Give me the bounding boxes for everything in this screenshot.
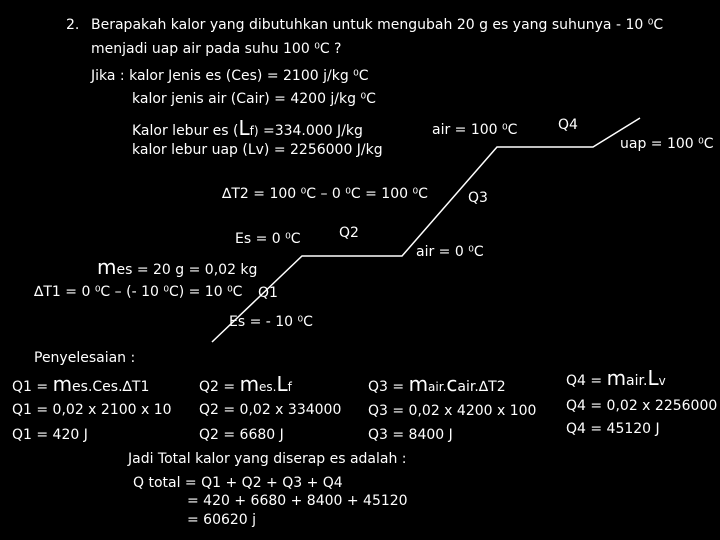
label-mass-ice: mes = 20 g = 0,02 kg: [97, 255, 258, 279]
total-substitution: = 420 + 6680 + 8400 + 45120: [187, 493, 408, 509]
q4-result: Q4 = 45120 J: [566, 421, 660, 437]
label-ice-minus-10: Es = - 10 ⁰C: [229, 314, 313, 330]
given-latent-heat-vaporization: kalor lebur uap (Lv) = 2256000 J/kg: [132, 142, 383, 158]
label-delta-t1: ∆T1 = 0 ⁰C – (- 10 ⁰C) = 10 ⁰C: [34, 284, 243, 300]
total-equation: Q total = Q1 + Q2 + Q3 + Q4: [133, 475, 343, 491]
given-specific-heat-ice: Jika : kalor Jenis es (Ces) = 2100 j/kg ⁰C: [91, 68, 369, 84]
problem-question-line-2: menjadi uap air pada suhu 100 ⁰C ?: [91, 41, 342, 57]
label-q4: Q4: [558, 117, 578, 133]
given-latent-heat-fusion: Kalor lebur es (Lf) =334.000 J/kg: [132, 116, 363, 140]
q2-result: Q2 = 6680 J: [199, 427, 284, 443]
label-steam-100: uap = 100 ⁰C: [620, 136, 714, 152]
total-result: = 60620 j: [187, 512, 257, 528]
problem-question-line-1: Berapakah kalor yang dibutuhkan untuk mengubah 20 g es yang suhunya - 10 ⁰C: [91, 17, 664, 33]
total-heading: Jadi Total kalor yang diserap es adalah :: [128, 451, 407, 467]
label-water-100: air = 100 ⁰C: [432, 122, 518, 138]
heating-curve-line: [212, 118, 640, 342]
q3-result: Q3 = 8400 J: [368, 427, 453, 443]
problem-number: 2.: [66, 17, 80, 33]
given-specific-heat-water: kalor jenis air (Cair) = 4200 j/kg ⁰C: [132, 91, 376, 107]
q4-formula: Q4 = mair.Lv: [566, 366, 666, 390]
q1-result: Q1 = 420 J: [12, 427, 88, 443]
q3-formula: Q3 = mair.cair.∆T2: [368, 372, 506, 396]
solution-heading: Penyelesaian :: [34, 350, 136, 366]
q2-formula: Q2 = mes.Lf: [199, 372, 292, 396]
label-q2: Q2: [339, 225, 359, 241]
q1-formula: Q1 = mes.Ces.∆T1: [12, 372, 150, 396]
label-ice-0: Es = 0 ⁰C: [235, 231, 301, 247]
label-q3: Q3: [468, 190, 488, 206]
label-delta-t2: ∆T2 = 100 ⁰C – 0 ⁰C = 100 ⁰C: [222, 186, 428, 202]
q2-substitution: Q2 = 0,02 x 334000: [199, 402, 342, 418]
label-q1: Q1: [258, 285, 278, 301]
q1-substitution: Q1 = 0,02 x 2100 x 10: [12, 402, 172, 418]
q3-substitution: Q3 = 0,02 x 4200 x 100: [368, 403, 537, 419]
label-water-0: air = 0 ⁰C: [416, 244, 484, 260]
q4-substitution: Q4 = 0,02 x 2256000: [566, 398, 718, 414]
